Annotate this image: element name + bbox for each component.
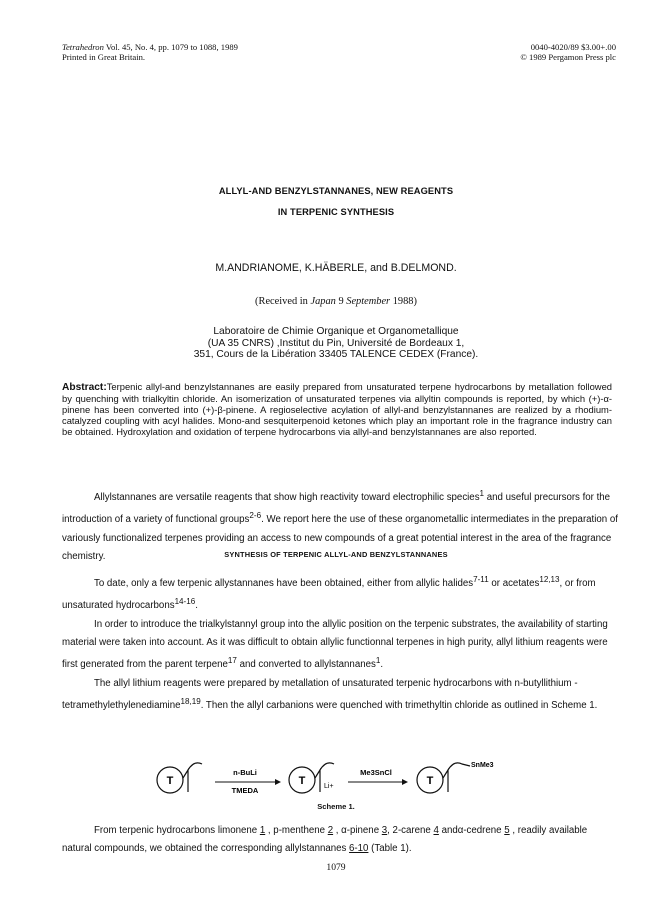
paragraph-trialkylstannyl: In order to introduce the trialkylstannyl group into the allylic position on the terpenic substrates, the availability of starting material were taken into account. As it was difficult to obtain allylic functionnal terpenes in high purity, allyl lithium reagents were first generated from the parent terpene$^{17}$ and converted to allylstannanes$^1$. xyxy=(62,618,608,671)
copyright: © 1989 Pergamon Press plc xyxy=(520,52,616,62)
abstract-label: Abstract: xyxy=(62,382,107,393)
reagent-me3sncl: Me3SnCl xyxy=(360,768,392,777)
arrow-2 xyxy=(348,768,408,785)
reagent-nbuli: n-BuLi xyxy=(233,768,257,777)
reactant-structure xyxy=(157,763,202,793)
journal-header xyxy=(62,42,238,62)
product-structure xyxy=(417,762,494,793)
abstract xyxy=(62,381,612,437)
paper-title-line-1: ALLYL-AND BENZYLSTANNANES, NEW REAGENTS xyxy=(218,186,454,196)
issn-price: 0040-4020/89 $3.00+.00 xyxy=(530,42,616,52)
paragraph-allyl-lithium: The allyl lithium reagents were prepared by metallation of unsaturated terpenic hydrocarbons with n-butyllithium -tetramethylethylenediamine$^{18,19}$. Then the allyl carbanions were quenched with trimethyltin chloride as outlined in Scheme 1. xyxy=(62,677,598,712)
journal-citation: Vol. 45, No. 4, pp. 1079 to 1088, 1989 xyxy=(103,42,238,52)
product-group-label: SnMe3 xyxy=(471,762,494,769)
section-heading: SYNTHESIS OF TERPENIC ALLYL-AND BENZYLSTANNANES xyxy=(224,550,448,559)
section-body xyxy=(62,571,618,715)
ring-label-1: T xyxy=(166,775,174,787)
intro-paragraph: Allylstannanes are versatile reagents that show high reactivity toward electrophilic species$^1$ and useful precursors for the introduction of a variety of functional groups$^{2-6}$. We report here the use of these organometallic intermediates in the preparation of variously functionalized terpenes providing an access to new compounds of a great potential interest in the area of the fragrance chemistry. xyxy=(62,489,618,563)
scheme-caption: Scheme 1. xyxy=(317,802,355,811)
final-paragraph: From terpenic hydrocarbons limonene 1 , p-menthene 2 , α-pinene 3, 2-carene 4 andα-cedrene 5 , readily available natural compounds, we obtained the corresponding allylstannanes 6-10 (Table 1). xyxy=(62,825,588,855)
paper-title-line-2: IN TERPENIC SYNTHESIS xyxy=(277,207,395,217)
authors: M.ANDRIANOME, K.HÄBERLE, and B.DELMOND. xyxy=(215,262,457,274)
affiliation xyxy=(0,326,672,361)
affiliation-line-2: (UA 35 CNRS) ,Institut du Pin, Université de Bordeaux 1, xyxy=(207,337,465,349)
journal-name: Tetrahedron xyxy=(62,42,104,52)
lithium-label: Li+ xyxy=(324,783,334,790)
publisher-header xyxy=(520,42,616,62)
page-number: 1079 xyxy=(326,862,346,873)
abstract-text: Terpenic allyl-and benzylstannanes are easily prepared from unsaturated terpene hydrocarbons by metallation followed by quenching with trialkyltin chloride. An isomerization of unsaturated terpenes via allyltin compounds is reported, by which (+)-α-pinene has been converted into (+)-β-pinene. A regioselective acylation of allyl-and benzylstannanes are realized by a rhodium-catalyzed coupling with acyl halides. Mono-and sesquiterpenoid ketones which play an important role in the fragrance industry can be obtained. Hydroxylation and oxidation of terpene hydrocarbons via allyl-and benzylstannanes are also reported. xyxy=(62,381,612,437)
ring-label-3: T xyxy=(426,775,434,787)
arrow-1 xyxy=(215,768,281,795)
paragraph-allystannanes: To date, only a few terpenic allystannanes have been obtained, either from allylic halides$^{7-11}$ or acetates$^{12,13}$, or from unsaturated hydrocarbons$^{14-16}$. xyxy=(62,575,596,612)
affiliation-line-1: Laboratoire de Chimie Organique et Organometallique xyxy=(213,326,459,337)
intermediate-structure xyxy=(289,763,334,793)
ring-label-2: T xyxy=(298,775,306,787)
affiliation-line-3: 351, Cours de la Libération 33405 TALENCE CEDEX (France). xyxy=(193,349,479,360)
received-date: (Received in Japan 9 September 1988) xyxy=(255,296,417,307)
reagent-tmeda: TMEDA xyxy=(231,786,259,795)
printed-in: Printed in Great Britain. xyxy=(62,52,146,62)
